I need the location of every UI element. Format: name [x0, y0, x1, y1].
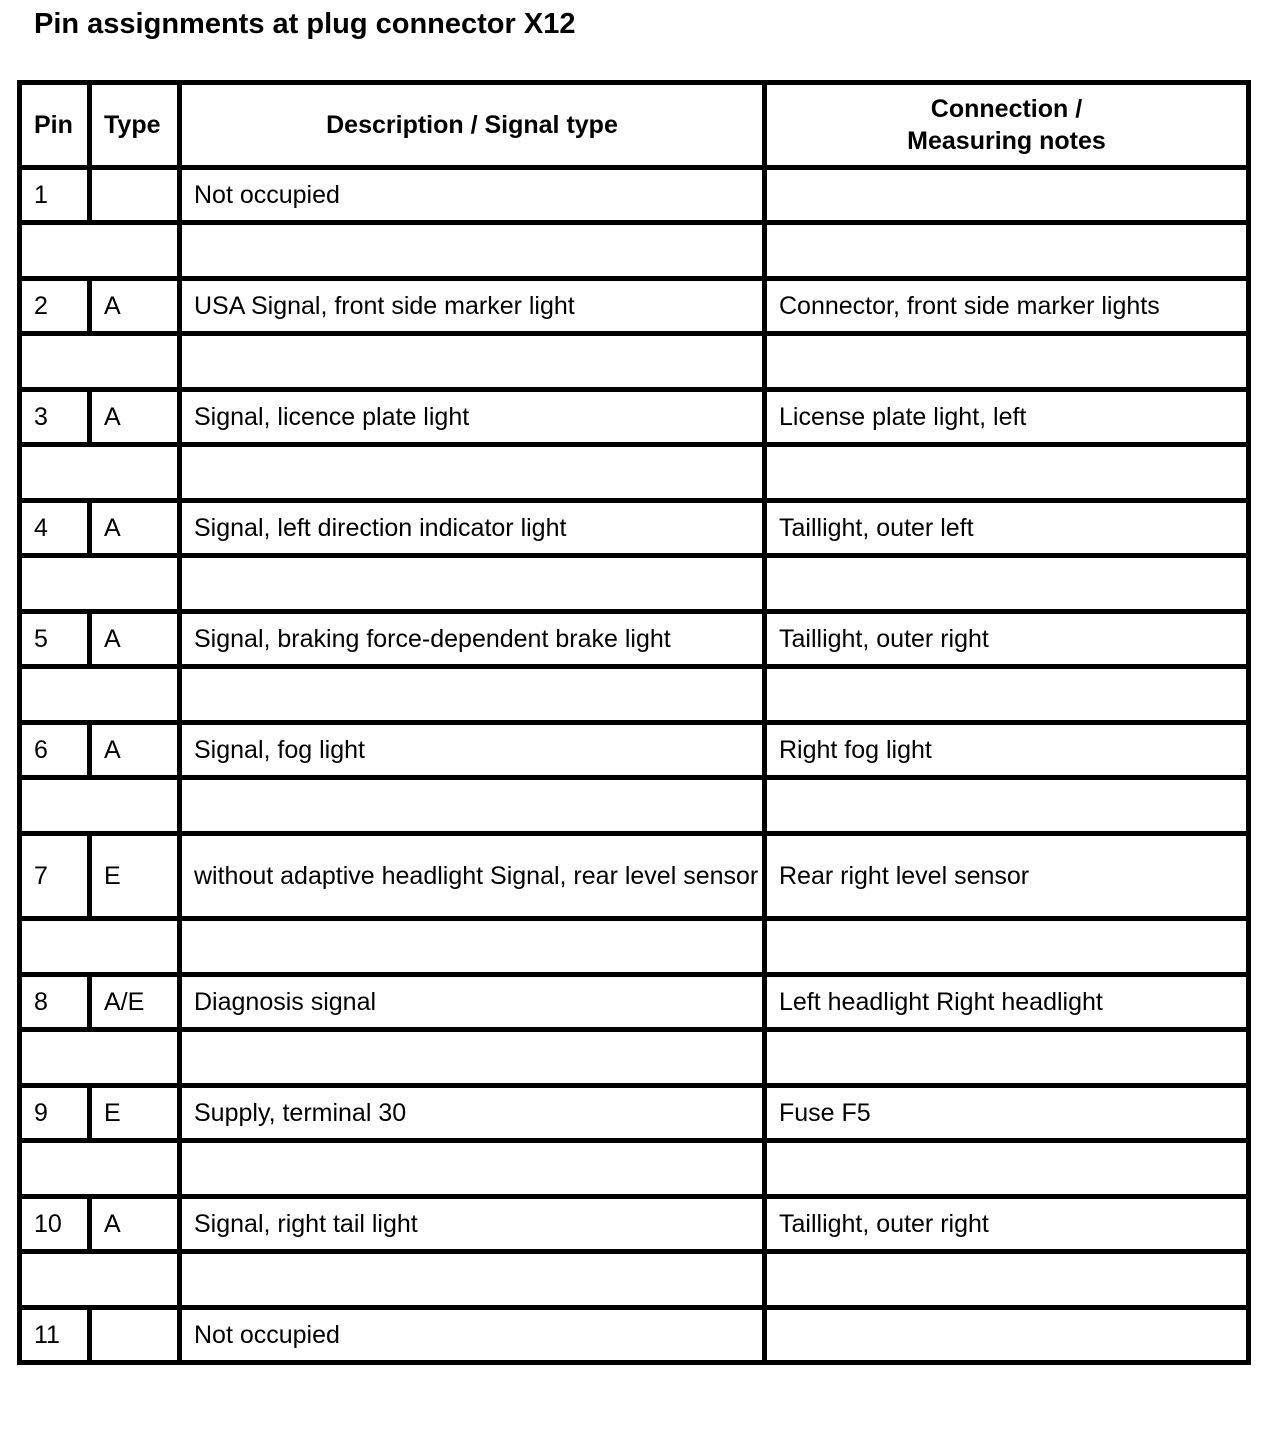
description-cell: Supply, terminal 30 [180, 1086, 765, 1141]
spacer-cell [20, 223, 180, 279]
table-row [20, 1308, 1249, 1363]
type-cell [90, 168, 180, 223]
description-cell: Not occupied [180, 168, 765, 223]
spacer-cell [180, 445, 765, 501]
description-cell: Signal, left direction indicator light [180, 501, 765, 556]
type-cell: E [90, 834, 180, 919]
spacer-cell [20, 919, 180, 975]
spacer-cell [180, 1141, 765, 1197]
spacer-cell [180, 667, 765, 723]
table-row [20, 834, 1249, 919]
spacer-row [20, 1141, 1249, 1197]
type-cell [90, 1308, 180, 1363]
spacer-row [20, 778, 1249, 834]
spacer-row [20, 667, 1249, 723]
header-connection [765, 83, 1249, 168]
table-header-row [20, 83, 1249, 168]
header-type: Type [90, 83, 180, 168]
spacer-row [20, 334, 1249, 390]
spacer-cell [180, 1252, 765, 1308]
spacer-row [20, 556, 1249, 612]
pin-assignment-table [17, 80, 1251, 1365]
pin-cell: 7 [20, 834, 90, 919]
connection-cell [765, 1308, 1249, 1363]
description-cell: without adaptive headlight Signal, rear level sensor [180, 834, 765, 919]
pin-cell: 11 [20, 1308, 90, 1363]
spacer-cell [765, 1252, 1249, 1308]
type-cell: E [90, 1086, 180, 1141]
description-cell: Signal, braking force-dependent brake light [180, 612, 765, 667]
spacer-cell [765, 1141, 1249, 1197]
spacer-cell [180, 919, 765, 975]
pin-cell: 2 [20, 279, 90, 334]
type-cell: A/E [90, 975, 180, 1030]
spacer-cell [20, 1252, 180, 1308]
type-cell: A [90, 723, 180, 778]
pin-cell: 6 [20, 723, 90, 778]
connection-cell: Taillight, outer left [765, 501, 1249, 556]
pin-cell: 4 [20, 501, 90, 556]
spacer-cell [765, 223, 1249, 279]
type-cell: A [90, 279, 180, 334]
table-row [20, 723, 1249, 778]
header-connection-line1: Connection / [930, 95, 1083, 123]
spacer-row [20, 1252, 1249, 1308]
spacer-cell [20, 445, 180, 501]
table-row [20, 390, 1249, 445]
connection-cell: Taillight, outer right [765, 1197, 1249, 1252]
header-description: Description / Signal type [180, 83, 765, 168]
table-row [20, 279, 1249, 334]
connection-cell: Taillight, outer right [765, 612, 1249, 667]
spacer-row [20, 223, 1249, 279]
connection-cell [765, 168, 1249, 223]
description-cell: Diagnosis signal [180, 975, 765, 1030]
description-cell: Not occupied [180, 1308, 765, 1363]
connection-cell: Connector, front side marker lights [765, 279, 1249, 334]
table-row [20, 1086, 1249, 1141]
spacer-cell [765, 1030, 1249, 1086]
document-title: Pin assignments at plug connector X12 [34, 8, 576, 40]
table-row [20, 1197, 1249, 1252]
pin-cell: 1 [20, 168, 90, 223]
connection-cell: Right fog light [765, 723, 1249, 778]
description-cell: Signal, fog light [180, 723, 765, 778]
type-cell: A [90, 390, 180, 445]
spacer-cell [765, 778, 1249, 834]
spacer-cell [765, 334, 1249, 390]
type-cell: A [90, 1197, 180, 1252]
spacer-cell [765, 919, 1249, 975]
pin-cell: 8 [20, 975, 90, 1030]
connection-cell: Fuse F5 [765, 1086, 1249, 1141]
connection-cell: Left headlight Right headlight [765, 975, 1249, 1030]
table-row [20, 168, 1249, 223]
pin-cell: 5 [20, 612, 90, 667]
spacer-row [20, 1030, 1249, 1086]
spacer-cell [20, 334, 180, 390]
type-cell: A [90, 501, 180, 556]
table-row [20, 612, 1249, 667]
type-cell: A [90, 612, 180, 667]
description-cell: USA Signal, front side marker light [180, 279, 765, 334]
spacer-cell [20, 1030, 180, 1086]
spacer-cell [20, 778, 180, 834]
spacer-cell [180, 1030, 765, 1086]
spacer-cell [20, 667, 180, 723]
table-row [20, 975, 1249, 1030]
spacer-cell [765, 667, 1249, 723]
spacer-cell [180, 223, 765, 279]
spacer-cell [20, 1141, 180, 1197]
spacer-row [20, 445, 1249, 501]
pin-cell: 10 [20, 1197, 90, 1252]
spacer-cell [180, 778, 765, 834]
pin-cell: 3 [20, 390, 90, 445]
table-row [20, 501, 1249, 556]
spacer-row [20, 919, 1249, 975]
spacer-cell [20, 556, 180, 612]
spacer-cell [765, 556, 1249, 612]
header-connection-line2: Measuring notes [907, 127, 1106, 155]
description-cell: Signal, licence plate light [180, 390, 765, 445]
spacer-cell [765, 445, 1249, 501]
connection-cell: Rear right level sensor [765, 834, 1249, 919]
pin-cell: 9 [20, 1086, 90, 1141]
header-pin: Pin [20, 83, 90, 168]
connection-cell: License plate light, left [765, 390, 1249, 445]
spacer-cell [180, 556, 765, 612]
description-cell: Signal, right tail light [180, 1197, 765, 1252]
spacer-cell [180, 334, 765, 390]
